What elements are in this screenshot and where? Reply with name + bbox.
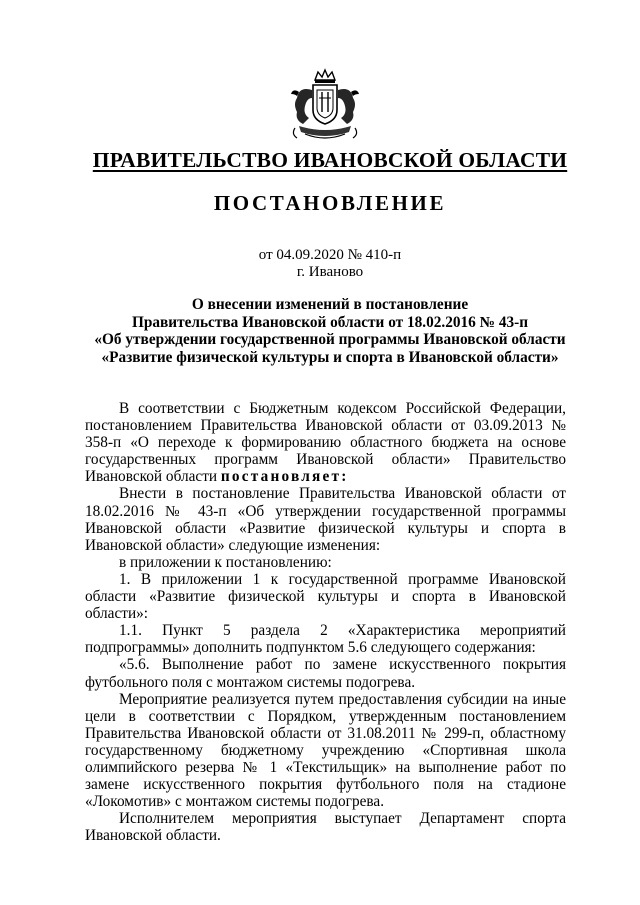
paragraph: Мероприятие реализуется путем предоставления субсидии на иные цели в соответствии с Порядком, утвержденным постановлением Правительства Ивановской области от 31.08.2011 № 299-п, областному государственному бюджетному учреждению «Спортивная школа олимпийского резерва № 1 «Текстильщик» на выполнение работ по замене искусственного покрытия футбольного поля на стадионе «Локомотив» с монтажом системы подогрева. xyxy=(85,690,566,811)
subject-line: Правительства Ивановской области от 18.02.2016 № 43-п xyxy=(131,313,529,331)
government-title: ПРАВИТЕЛЬСТВО ИВАНОВСКОЙ ОБЛАСТИ xyxy=(92,148,568,172)
paragraph: «5.6. Выполнение работ по замене искусственного покрытия футбольного поля с монтажом системы подогрева. xyxy=(85,656,566,691)
paragraph: в приложении к постановлению: xyxy=(119,553,332,571)
document-subject xyxy=(60,296,600,366)
subject-line: О внесении изменений в постановление xyxy=(191,296,469,313)
paragraph-text: В соответствии с Бюджетным кодексом Российской Федерации, постановлением Правительства Ивановской области от 03.09.2013 № 358-п «О переходе к формированию областного бюджета на основе государственных программ Ивановской области» Правительство Ивановской области xyxy=(85,400,566,486)
subject-line: «Развитие физической культуры и спорта в Ивановской области» xyxy=(101,348,559,366)
paragraph: Исполнителем мероприятия выступает Департамент спорта Ивановской области. xyxy=(85,810,566,845)
document-date-number: от 04.09.2020 № 410-п xyxy=(258,247,402,263)
coat-of-arms-icon xyxy=(285,68,365,146)
document-body xyxy=(85,400,566,844)
document-type: ПОСТАНОВЛЕНИЕ xyxy=(213,191,447,215)
paragraph: 1.1. Пункт 5 раздела 2 «Характеристика мероприятий подпрограммы» дополнить подпунктом 5.6 следующего содержания: xyxy=(85,622,566,657)
subject-line: «Об утверждении государственной программы Ивановской области xyxy=(94,331,566,349)
document-city: г. Иваново xyxy=(296,264,364,280)
resolves-word: постановляет: xyxy=(220,468,349,486)
paragraph xyxy=(85,400,566,485)
paragraph: 1. В приложении 1 к государственной программе Ивановской области «Развитие физической культуры и спорта в Ивановской области»: xyxy=(85,570,566,623)
paragraph: Внести в постановление Правительства Ивановской области от 18.02.2016 № 43-п «Об утверждении государственной программы Ивановской области «Развитие физической культуры и спорта в Ивановской области» следующие изменения: xyxy=(85,485,566,554)
